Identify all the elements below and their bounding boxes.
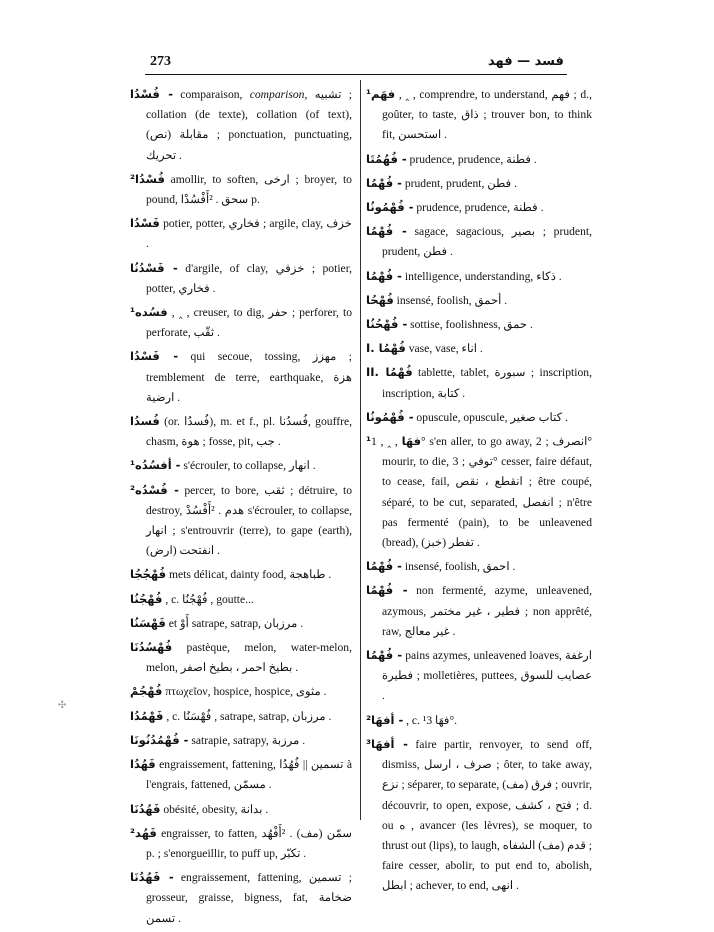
entry-headword: فُهْمُدُنُونَا - (130, 732, 189, 747)
running-head: فسد — فهد (488, 54, 564, 69)
entry-definition: faire partir, renvoyer, to send off, dismiss, صرف ، ارسل ; ôter, to take away, نزع ; séparer, to separate, فرق (مف) ; ouvrir, découvrir, to open, expose, فتح ، كشف ; d. ou ه , avancer (les lèvres), se moquer, to thrust out (lips), to laugh, قدم (مف) الشفاه ; faire cesser, abolir, to put end to, abolish, ابطل ; achever, to end, انهى . (382, 737, 592, 893)
entry-headword: فُهْسُدُنَا (130, 640, 173, 655)
entry-definition: d'argile, of clay, خزفي ; potier, potter, فخاري . (146, 261, 352, 295)
dictionary-entry (130, 681, 352, 702)
entry-definition: et أَوْ satrape, satrap, مرزبان . (168, 616, 304, 630)
entry-definition: engraisser, to fatten, سمّن (مف) . ²أَفْهُد p. ; s'enorgueillir, to puff up, تكبّر . (146, 826, 352, 860)
dictionary-entry (130, 823, 352, 864)
entry-definition: prudent, prudent, فطن . (404, 176, 517, 190)
entry-headword: ¹أفسُدُه - (130, 458, 181, 473)
entry-headword: ²فَهُد (130, 825, 157, 840)
dictionary-entry (130, 754, 352, 795)
dictionary-entry (366, 734, 592, 897)
dictionary-entry (366, 314, 592, 335)
entry-headword: ³أفهَا - (366, 736, 408, 751)
dictionary-entry (130, 258, 352, 299)
entry-headword: فُهْجُجُا (130, 567, 167, 582)
entry-definition: (or. فُسدُا), m. et f., pl. فُسدُنا, gouffre, chasm, هوة ; fosse, pit, جب . (146, 415, 352, 449)
entry-definition: , ‸ , creuser, to dig, حفر ; perforer, to perforate, ثقّب . (146, 306, 352, 340)
entry-headword: فَهُدُا (130, 757, 156, 772)
dictionary-entry (366, 556, 592, 577)
dictionary-entry (366, 173, 592, 194)
dictionary-entry (366, 338, 592, 359)
entry-headword: فَسْدُا - (130, 349, 179, 364)
dictionary-entry (130, 346, 352, 408)
entry-definition: intelligence, understanding, ذكاء . (404, 269, 562, 283)
entry-headword: I. فُهْمُا (366, 341, 406, 356)
entry-headword: ²فُسْدُه - (130, 482, 179, 497)
dictionary-entry (366, 290, 592, 311)
dictionary-entry (130, 411, 352, 452)
entry-definition: prudence, prudence, فطنة . (409, 152, 537, 166)
entry-headword: فُهْمُا - (366, 583, 408, 598)
entry-definition: percer, to bore, ثقب ; détruire, to destroy, هدم . ²أَفْسُدْ s'écrouler, to collapse, انهار ; s'entrouvrir (terre), to gape (earth), انفتحت (ارض) . (146, 483, 353, 558)
dictionary-entry (130, 799, 352, 820)
dictionary-entry (130, 730, 352, 751)
dictionary-entry (366, 645, 592, 707)
entry-headword: فَهْسَنُا (130, 615, 166, 630)
entry-definition: prudence, prudence, فطنة . (416, 201, 544, 215)
entry-definition: opuscule, opuscule, كتاب صغير . (416, 410, 568, 424)
dictionary-entry (130, 613, 352, 634)
entry-headword: فَسْدُا (130, 216, 160, 231)
dictionary-entry (366, 431, 592, 553)
dictionary-entry (130, 867, 352, 929)
dictionary-entry (130, 169, 352, 210)
entry-definition: pastèque, melon, water-melon, melon, بطيخ احمر ، بطيخ اصفر . (146, 641, 352, 675)
dictionary-entry (130, 302, 352, 343)
dictionary-entry (366, 407, 592, 428)
entry-headword: فُسدُا (130, 414, 160, 429)
dictionary-entry (366, 266, 592, 287)
entry-headword: فُهْمُا - (366, 175, 402, 190)
dictionary-entry (366, 362, 592, 403)
entry-definition: s'écrouler, to collapse, انهار . (183, 459, 316, 473)
entry-english: comparison, (249, 88, 308, 101)
entry-definition: non fermenté, azyme, unleavened, azymous, فطير ، غير مختمر ; non apprêté, raw, غير معالج . (382, 584, 592, 638)
entry-definition: engraissement, fattening, تسمين ; grosseur, graisse, bigness, fat, ضخامة تسمن . (146, 871, 352, 925)
entry-definition: πτωχεῖον, hospice, hospice, مثوى . (165, 685, 327, 699)
column-divider (360, 80, 361, 820)
dictionary-entry (130, 564, 352, 585)
entry-headword: فُهْمُا - (366, 224, 407, 239)
entry-headword: II. فُهْمُا (366, 365, 413, 380)
entry-headword: فُهْمُا - (366, 648, 403, 663)
entry-definition: , c. فُهْسَنُا , satrape, satrap, مرزبان . (166, 709, 332, 723)
entry-definition: sagace, sagacious, بصير ; prudent, prudent, فطن . (382, 225, 592, 259)
entry-definition: amollir, to soften, ارخى ; broyer, to pound, سحق . ²أَفْسُدْا p. (146, 172, 352, 207)
entry-definition: , c. ¹فهَا 3°. (406, 713, 458, 727)
entry-headword: فُهْحُا (366, 292, 394, 307)
dictionary-entry (366, 580, 592, 642)
header-rule (145, 74, 567, 75)
dictionary-entry (130, 637, 352, 678)
entry-continuation: تشبيه ; collation (de texte), collation (of text), مقابلة (نص) ; ponctuation, punctuating, تحريك . (146, 88, 352, 162)
entry-headword: فُهْحُنُا - (366, 317, 408, 332)
entry-definition: pains azymes, unleavened loaves, ارغفة فطيرة ; molletières, puttees, عصايب للسوق . (382, 649, 592, 703)
entry-headword: فُسْدُا - (130, 87, 173, 101)
entry-definition: insensé, foolish, احمق . (404, 560, 516, 574)
entry-definition: , ‸ , comprendre, to understand, فهم ; d., goûter, to taste, ذاق ; trouver bon, to think fit, استحسن . (382, 88, 592, 142)
entry-definition: mets délicat, dainty food, طباهجة . (168, 568, 332, 582)
entry-headword: فَهُدُنَا - (130, 870, 174, 885)
dictionary-entry (130, 213, 352, 254)
entry-headword: ²أفهَا - (366, 712, 404, 727)
entry-definition: , c. فُهْجُنُا , goutte... (165, 592, 254, 606)
dictionary-entry (366, 221, 592, 262)
entry-definition: sottise, foolishness, حمق . (410, 318, 533, 332)
dictionary-entry (130, 706, 352, 727)
entry-headword: فَهْمُدُا (130, 708, 164, 723)
dictionary-entry (130, 480, 352, 562)
right-column (366, 84, 592, 900)
entry-headword: فُهْمُا - (366, 559, 402, 574)
entry-headword: فُهْجُنُا (130, 591, 163, 606)
entry-definition: insensé, foolish, أحمق . (396, 293, 508, 307)
dictionary-entry (366, 197, 592, 218)
entry-headword: ¹فهَا (366, 434, 422, 449)
entry-definition: vase, vase, اناء . (408, 342, 483, 356)
dictionary-entry (130, 455, 352, 476)
entry-definition: , ‸ , 1° s'en aller, to go away, انصرف ; 2° mourir, to die, توفي ; 3° cesser, faire défaut, to cease, fail, انقطع ، نقص ; être coupé, séparé, to be cut, separated, انفصل ; n'être pas fermenté (pain), to be unleavened (bread), تفطر (خبز) . (371, 435, 593, 550)
dictionary-entry (366, 84, 592, 146)
entry-headword: ¹فسُده (130, 305, 168, 320)
entry-headword: ¹فهَم (366, 87, 396, 101)
entry-headword: فُهْمُونُا - (366, 200, 414, 215)
entry-headword: فُهْمُونُا - (366, 409, 414, 424)
entry-headword: فُهُمُتَا - (366, 151, 407, 166)
entry-definition: potier, potter, فخاري ; argile, clay, خزف . (146, 217, 352, 251)
entry-headword: ²فُسْدُا (130, 171, 165, 186)
entry-definition: tablette, tablet, سبورة ; inscription, inscription, كتابة . (382, 366, 592, 400)
entry-definition: comparaison, (180, 88, 243, 101)
entry-headword: فُهْجُمْ (130, 684, 163, 699)
dictionary-entry (130, 84, 352, 166)
entry-headword: فُهْمُا - (366, 268, 402, 283)
dictionary-entry (130, 589, 352, 610)
entry-headword: فَهُدُنَا (130, 801, 161, 816)
dictionary-entry (366, 149, 592, 170)
margin-mark: ✣ (58, 700, 67, 711)
left-column (130, 84, 352, 932)
entry-definition: qui secoue, tossing, مهزز ; tremblement de terre, earthquake, هزة ارضية . (146, 350, 352, 404)
entry-definition: satrapie, satrapy, مرزبة . (191, 733, 306, 747)
dictionary-entry (366, 710, 592, 731)
entry-headword: فَسْدُنُا - (130, 260, 178, 275)
page-number: 273 (150, 54, 171, 69)
entry-definition: obésité, obesity, بدانة . (163, 802, 269, 816)
entry-definition: engraissement, fattening, تسمين || فُهُدُا à l'engrais, fattened, مسمّن . (146, 758, 352, 792)
